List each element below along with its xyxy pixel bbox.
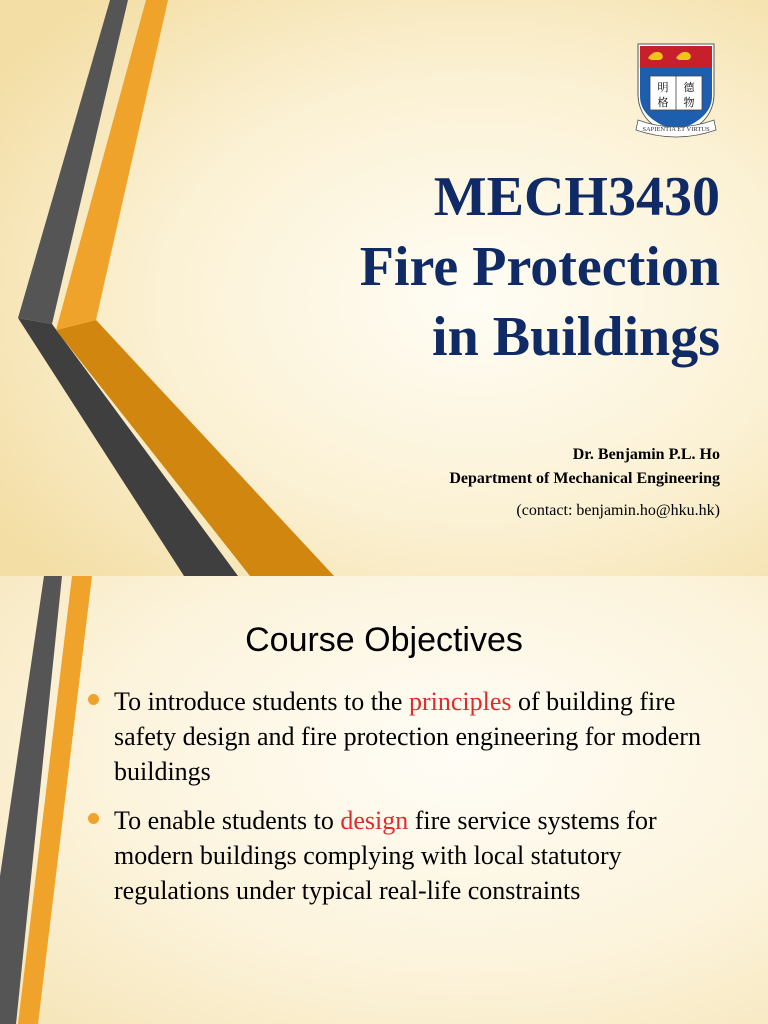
crest-char: 物 [683,96,695,109]
author-name: Dr. Benjamin P.L. Ho [572,446,720,463]
university-crest [632,40,720,140]
decorative-stripes [0,0,340,576]
bullet-text: To enable students to [114,806,341,835]
objectives-list [88,684,728,922]
contact-email: (contact: benjamin.ho@hku.hk) [516,502,720,519]
crest-char: 格 [657,96,669,109]
highlight-word: design [340,806,409,835]
bullet-dot-icon [88,694,99,705]
course-code: MECH3430 [433,166,720,228]
author-block [449,443,720,491]
course-name-line-2: in Buildings [432,306,720,368]
department-name: Department of Mechanical Engineering [449,470,720,487]
crest-char: 德 [683,81,695,94]
list-item [88,684,728,789]
bullet-text: To introduce students to the [114,687,409,716]
objectives-slide [0,576,768,1024]
bullet-text: of building fire safety design and fire protection engineering for modern buildings [114,687,701,786]
course-title [360,162,720,372]
bullet-dot-icon [88,813,99,824]
crest-char: 明 [657,81,669,94]
slide-title: Course Objectives [245,621,523,659]
list-item [88,803,728,908]
course-name-line-1: Fire Protection [359,236,720,298]
crest-motto: SAPIENTIA ET VIRTUS [642,126,710,133]
bullet-text: fire service systems for modern buildings complying with local statutory regulations under typical real-life constraints [114,806,657,905]
highlight-word: principles [408,687,512,716]
